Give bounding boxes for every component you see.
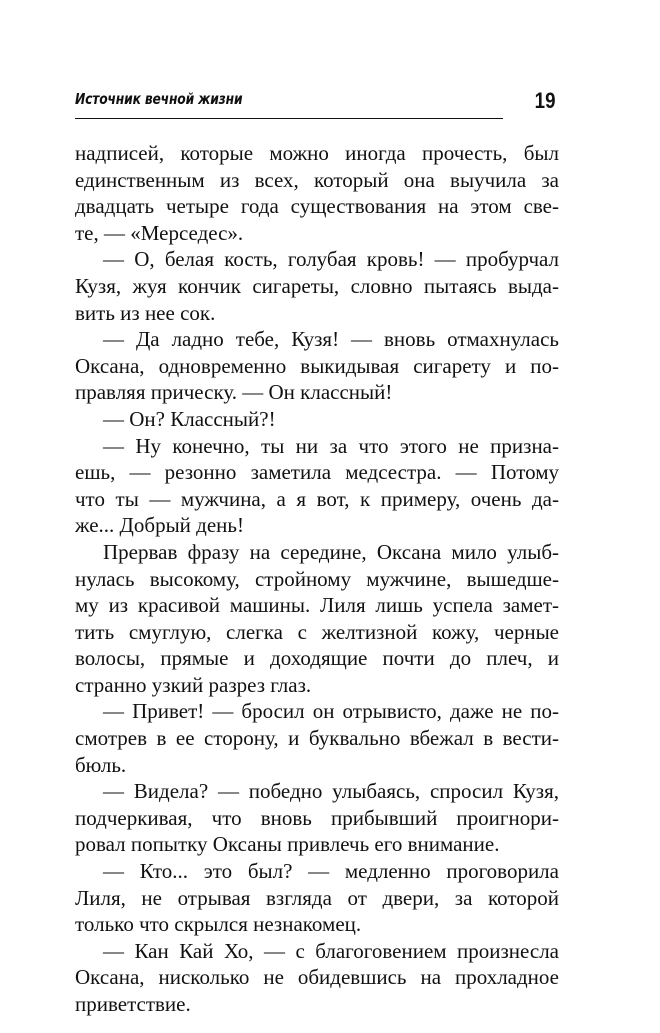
text-line: Оксана, нисколько не обидевшись на прохладное xyxy=(75,965,559,990)
text-line: смотрев в ее сторону, и буквально вбежал в вести- xyxy=(75,726,559,751)
text-line: Оксана, одновременно выкидывая сигарету и по- xyxy=(75,353,559,378)
text-line: тить смуглую, слегка с желтизной кожу, черные xyxy=(75,619,559,644)
text-line: Лиля, не отрывая взгляда от двери, за которой xyxy=(75,885,559,910)
text-line: — Видела? — победно улыбаясь, спросил Кузя, xyxy=(103,779,559,804)
text-line: единственным из всех, который она выучила за xyxy=(75,167,559,192)
text-line: — Кан Кай Хо, — с благоговением произнесла xyxy=(103,938,559,963)
text-line: ешь, — резонно заметила медсестра. — Потому xyxy=(75,460,559,485)
text-line: что ты — мужчина, а я вот, к примеру, очень да- xyxy=(75,486,559,511)
text-line: — Кто... это был? — медленно проговорила xyxy=(103,859,559,884)
running-title: Источник вечной жизни xyxy=(75,90,243,108)
text-line: — Да ладно тебе, Кузя! — вновь отмахнулась xyxy=(103,327,559,352)
text-line: Кузя, жуя кончик сигареты, словно пытаясь выда- xyxy=(75,273,559,298)
text-line: ровал попытку Оксаны привлечь его внимание. xyxy=(75,832,500,857)
text-line: странно узкий разрез глаз. xyxy=(75,672,312,697)
text-line: — Привет! — бросил он отрывисто, даже не по- xyxy=(103,699,559,724)
running-header xyxy=(75,90,555,120)
text-line: те, — «Мерседес». xyxy=(75,220,244,245)
text-line: бюль. xyxy=(75,752,127,777)
text-line: правляя прическу. — Он классный! xyxy=(75,380,393,405)
text-line: только что скрылся незнакомец. xyxy=(75,912,362,937)
page-number: 19 xyxy=(534,88,555,113)
text-line: — Ну конечно, ты ни за что этого не призна- xyxy=(103,433,559,458)
text-line: Прервав фразу на середине, Оксана мило улыб- xyxy=(103,539,559,564)
text-line: двадцать четыре года существования на этом све- xyxy=(75,194,559,219)
text-line: — О, белая кость, голубая кровь! — пробурчал xyxy=(103,247,559,272)
text-line: — Он? Классный?! xyxy=(103,406,276,431)
text-line: приветствие. xyxy=(75,992,191,1016)
text-line: подчеркивая, что вновь прибывший проигнори- xyxy=(75,805,559,830)
body-text xyxy=(75,140,559,1018)
text-line: надписей, которые можно иногда прочесть, был xyxy=(75,141,559,165)
text-line: вить из нее сок. xyxy=(75,300,216,325)
text-line: нулась высокому, стройному мужчине, вышедше- xyxy=(75,566,559,591)
text-line: же... Добрый день! xyxy=(75,513,244,538)
text-line: волосы, прямые и доходящие почти до плеч, и xyxy=(75,646,559,671)
text-line: му из красивой машины. Лиля лишь успела замет- xyxy=(75,593,559,618)
header-rule xyxy=(75,118,503,119)
